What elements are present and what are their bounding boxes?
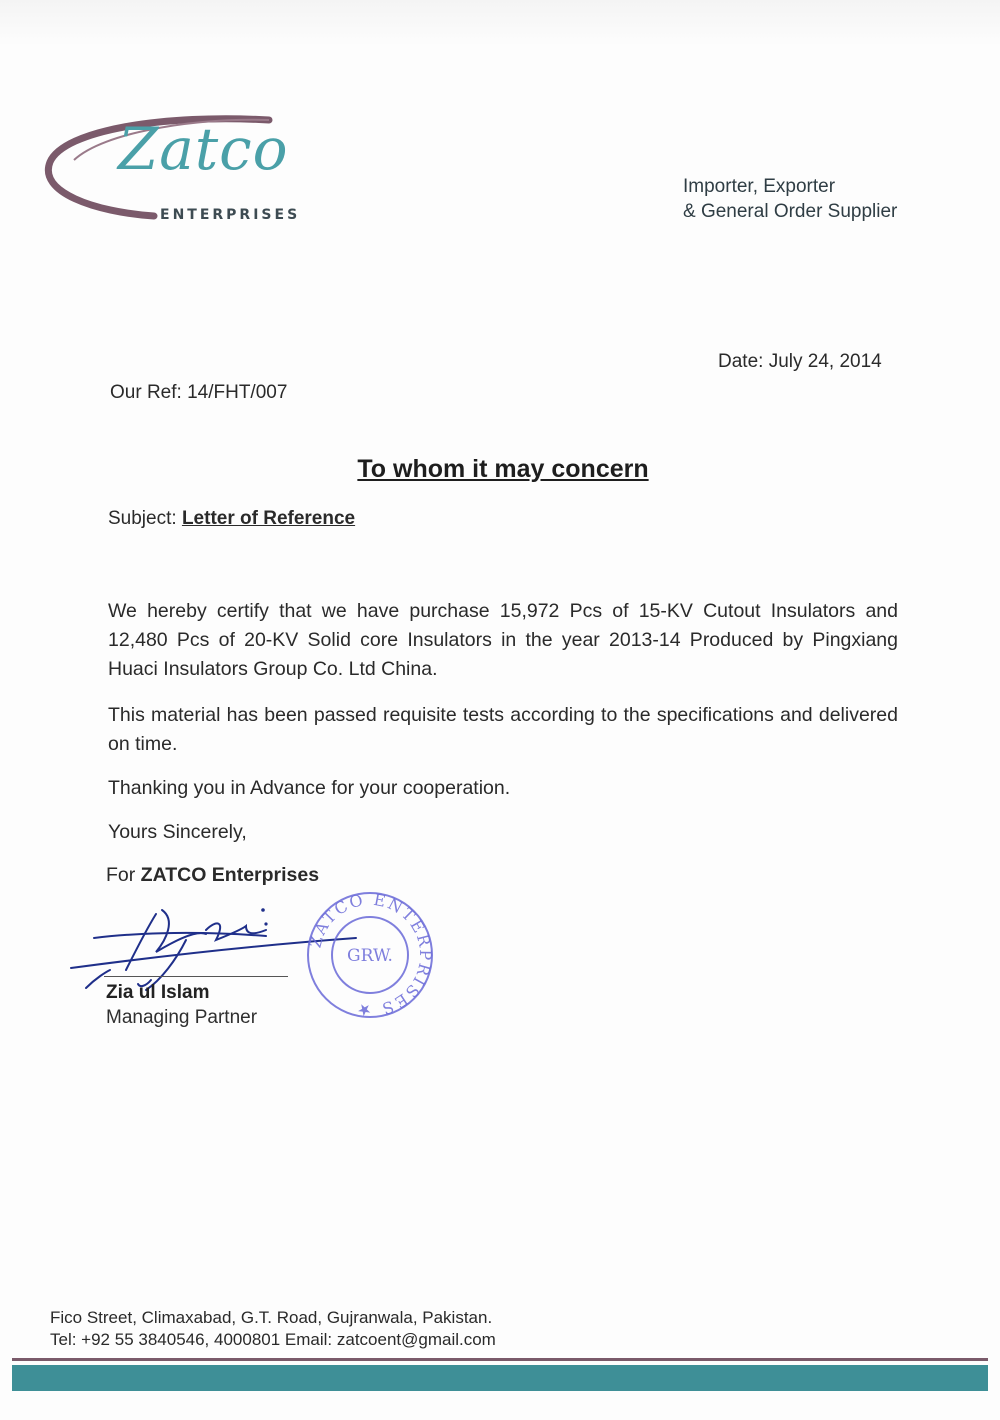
for-label: For (106, 864, 136, 886)
signoff-company (106, 864, 319, 887)
footer-contact (50, 1307, 496, 1351)
letter-reference: Our Ref: 14/FHT/007 (110, 382, 288, 403)
letter-subject (108, 508, 355, 530)
svg-text:GRW.: GRW. (347, 946, 393, 966)
subject-label: Subject: (108, 508, 177, 529)
closing-salutation: Yours Sincerely, (108, 821, 247, 843)
body-paragraph: We hereby certify that we have purchase 15,972 Pcs of 15-KV Cutout Insulators and 12,480 Pcs of 20-KV Solid core Insulators in the year 2013-14 Produced by Pingxiang Huaci Insulators Group Co. Ltd China. (108, 600, 898, 680)
footer-phone-email: Tel: +92 55 3840546, 4000801 Email: zatcoent@gmail.com (50, 1330, 496, 1349)
footer-address: Fico Street, Climaxabad, G.T. Road, Gujranwala, Pakistan. (50, 1308, 493, 1327)
body-paragraph: Thanking you in Advance for your cooperation. (108, 777, 511, 799)
tagline-line: Importer, Exporter (683, 176, 836, 197)
company-tagline (683, 174, 897, 224)
tagline-line: & General Order Supplier (683, 201, 898, 222)
footer-band-teal (12, 1365, 988, 1391)
signatory-title: Managing Partner (106, 1007, 258, 1028)
logo-wordmark: Zatco (118, 115, 289, 183)
letter-heading: To whom it may concern (357, 455, 649, 483)
subject-value: Letter of Reference (181, 508, 356, 529)
scan-edge (0, 0, 1000, 46)
footer-band-maroon (12, 1358, 988, 1361)
company-seal-stamp-icon (300, 885, 440, 1025)
signature-line (104, 976, 288, 977)
letter-date: Date: July 24, 2014 (718, 351, 882, 372)
body-paragraph: This material has been passed requisite tests according to the specifications and delivered on time. (108, 704, 898, 755)
signatory-name: Zia ul Islam (106, 982, 210, 1003)
svg-text:ZATCO ENTERPRISES ★: ZATCO ENTERPRISES ★ (305, 889, 436, 1021)
company-name: ZATCO Enterprises (140, 864, 320, 886)
logo-subtitle: ENTERPRISES (160, 207, 301, 223)
